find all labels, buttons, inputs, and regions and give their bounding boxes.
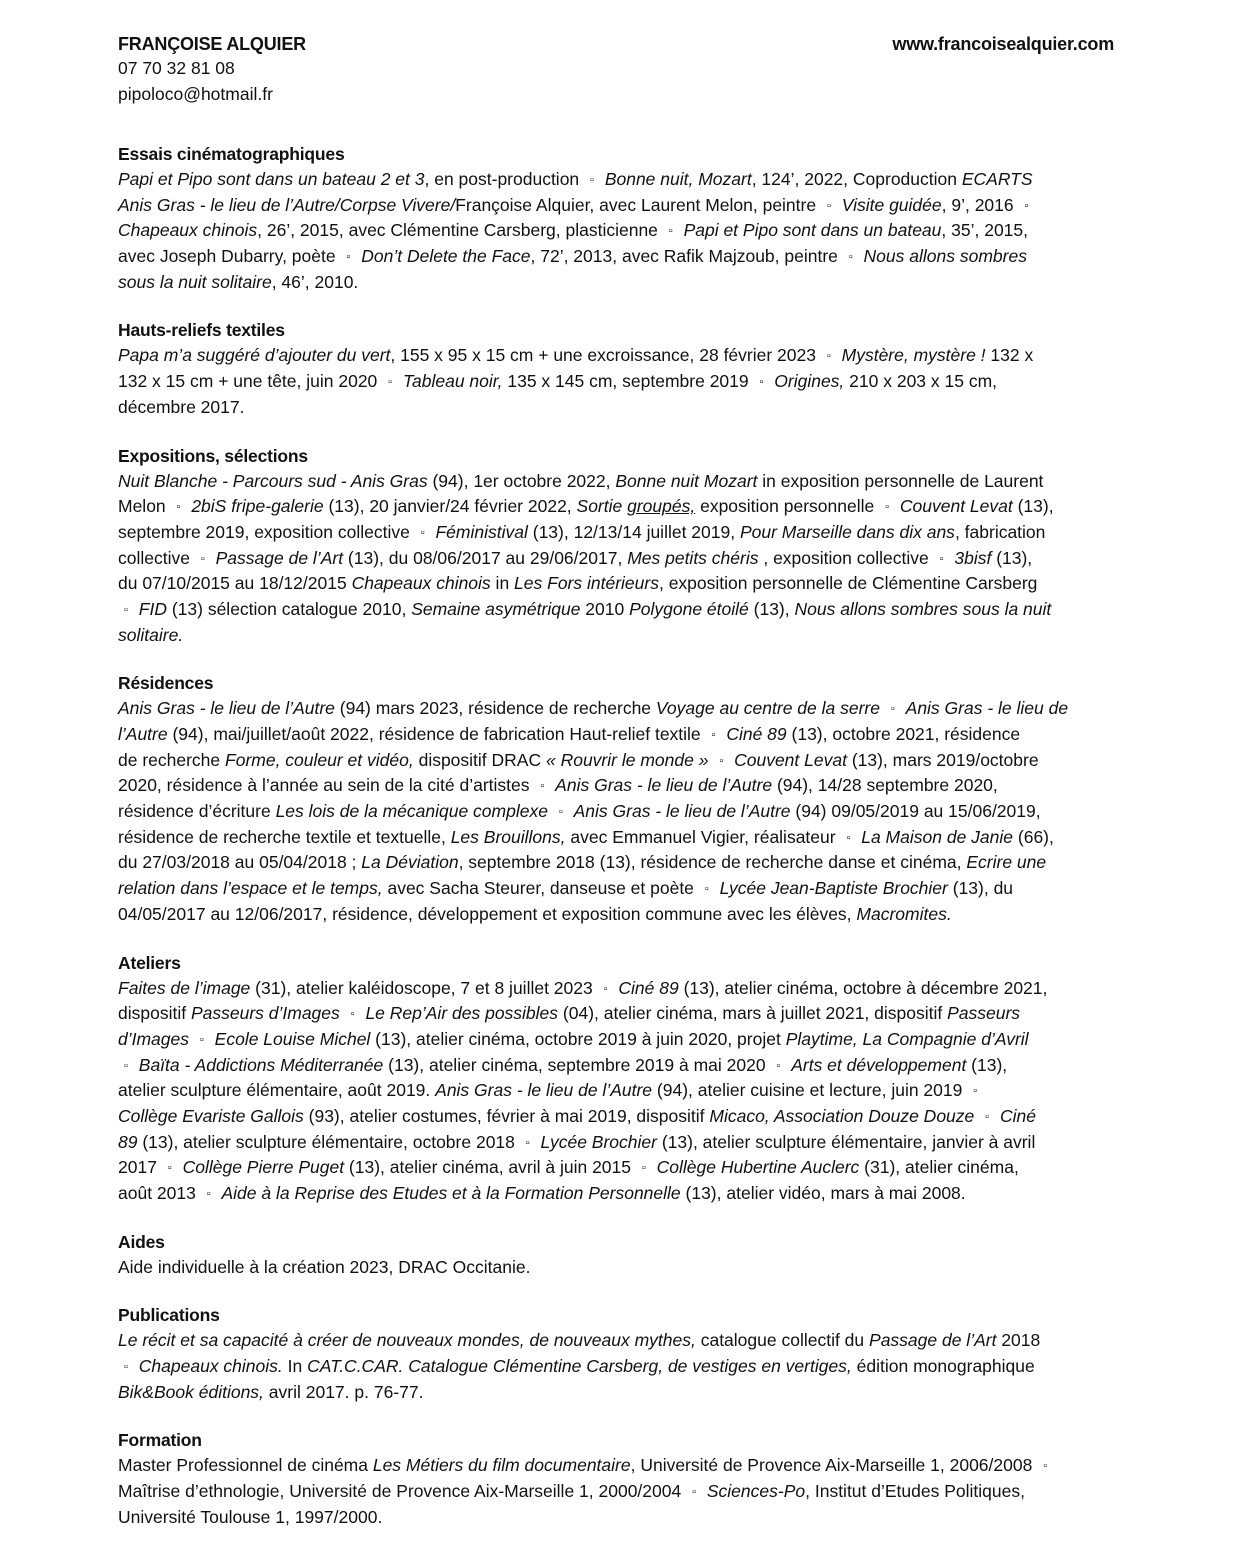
italic-text: Origines,: [774, 371, 845, 392]
text-line: [118, 167, 1108, 193]
text: , exposition collective: [758, 547, 934, 568]
text: (13), atelier sculpture élémentaire, octobre 2018: [137, 1131, 520, 1152]
bullet-square-icon: ▫: [590, 174, 594, 186]
email-address[interactable]: pipoloco@hotmail.fr: [118, 83, 273, 104]
text: 2010: [580, 598, 630, 619]
italic-text: Chapeaux chinois.: [138, 1356, 283, 1377]
text: (13), 20 janvier/24 février 2022,: [323, 496, 577, 517]
text-line: [118, 369, 1108, 395]
section-essais-cinématographiques: [118, 141, 1108, 295]
italic-text: Les Brouillons,: [450, 826, 566, 847]
bullet-square-icon: ▫: [200, 552, 205, 565]
section-résidences: [118, 670, 1108, 927]
cv-page: [118, 30, 1114, 1531]
text: (13), atelier vidéo, mars à mai 2008.: [680, 1183, 966, 1203]
text: 135 x 145 cm, septembre 2019: [502, 371, 754, 392]
text-line: [118, 1078, 1108, 1104]
italic-text: 2biS fripe-galerie: [191, 496, 324, 517]
italic-text: Papa m’a suggéré d’ajouter du vert: [118, 345, 391, 366]
bullet-square-icon: ▫: [939, 552, 944, 565]
italic-text: Bik&Book éditions,: [118, 1381, 264, 1402]
text: (13), atelier cinéma, octobre 2019 à juin 2020, projet: [370, 1028, 786, 1049]
italic-text: Anis Gras - le lieu de l’Autre: [435, 1080, 653, 1101]
italic-text: Féministival: [435, 521, 528, 542]
text-line: [118, 902, 1108, 928]
italic-text: ECARTS: [961, 169, 1033, 189]
text: 2018: [996, 1330, 1041, 1351]
text: (94), 1er octobre 2022,: [427, 470, 616, 491]
text: [189, 1029, 194, 1049]
section-title: Ateliers: [118, 952, 181, 973]
text: Maîtrise d’ethnologie, Université de Provence Aix-Marseille 1, 2000/2004: [118, 1481, 687, 1502]
italic-text: Sciences-Po: [706, 1481, 806, 1502]
bullet-square-icon: ▫: [124, 1361, 128, 1374]
italic-text: Nous allons sombres sous la nuit: [794, 598, 1052, 619]
section-title: Essais cinématographiques: [118, 144, 345, 164]
text-line: [118, 494, 1108, 520]
italic-text: Les Fors intérieurs: [514, 573, 659, 594]
text-line: [118, 1053, 1108, 1079]
italic-text: Passeurs d’Images: [190, 1003, 340, 1024]
text: Françoise Alquier, avec Laurent Melon, peintre: [455, 194, 821, 215]
italic-text: Visite guidée: [841, 194, 942, 215]
section-title: Formation: [118, 1430, 202, 1451]
italic-text: Semaine asymétrique: [411, 598, 581, 619]
italic-text: Sortie groupés,: [576, 496, 696, 517]
text-line: [118, 876, 1108, 902]
text: septembre 2019, exposition collective: [118, 521, 415, 542]
bullet-square-icon: ▫: [176, 501, 181, 514]
section-title: Résidences: [118, 673, 214, 694]
italic-text: « Rouvrir le monde »: [545, 749, 709, 770]
italic-text: l’Autre: [118, 724, 168, 744]
text-line: [118, 395, 1108, 421]
text: résidence d’écriture: [118, 801, 276, 822]
text-line: [118, 1479, 1108, 1505]
text: 04/05/2017 au 12/06/2017, résidence, développement et exposition commune avec les élèves,: [118, 903, 857, 924]
text: (13), octobre 2021, résidence: [786, 724, 1021, 744]
text-line: [118, 1155, 1108, 1181]
text: du 27/03/2018 au 05/04/2018 ;: [118, 852, 362, 873]
italic-text: Anis Gras - le lieu de l’Autre/Corpse Vivere/: [118, 194, 456, 215]
text-line: [118, 520, 1108, 546]
text: 210 x 203 x 15 cm,: [844, 371, 998, 392]
text: (13), atelier cinéma, septembre 2019 à mai 2020: [383, 1054, 771, 1075]
text: (94) mars 2023, résidence de recherche: [334, 698, 656, 719]
bullet-square-icon: ▫: [199, 1033, 204, 1046]
phone-number: 07 70 32 81 08: [118, 58, 235, 78]
header-row: [118, 30, 1114, 56]
italic-text: La Déviation: [361, 852, 459, 873]
bullet-square-icon: ▫: [826, 350, 831, 363]
bullet-square-icon: ▫: [388, 376, 393, 389]
bullet-square-icon: ▫: [890, 703, 895, 716]
website-link[interactable]: www.francoisealquier.com: [892, 34, 1114, 54]
text: [708, 750, 713, 770]
text-line: [118, 1328, 1108, 1354]
text: 2020, résidence à l’année au sein de la cité d’artistes: [118, 775, 535, 796]
text: dispositif: [118, 1003, 191, 1024]
bullet-square-icon: ▫: [973, 1085, 978, 1098]
text: , Université de Provence Aix-Marseille 1, 2006/2008: [630, 1455, 1038, 1476]
text: [548, 801, 553, 821]
text: Melon: [118, 496, 171, 517]
bullet-square-icon: ▫: [641, 1162, 646, 1175]
text: (04), atelier cinéma, mars à juillet 2021, dispositif: [558, 1003, 948, 1024]
text: (94), mai/juillet/août 2022, résidence de fabrication Haut-relief textile: [167, 724, 706, 744]
text-line: [118, 1380, 1108, 1406]
section-title: Aides: [118, 1231, 165, 1252]
italic-text: Lycée Jean-Baptiste Brochier: [719, 878, 948, 899]
text: édition monographique: [851, 1356, 1035, 1377]
italic-text: Papi et Pipo sont dans un bateau 2 et 3: [118, 169, 425, 189]
text: , septembre 2018 (13), résidence de recherche danse et cinéma,: [458, 852, 967, 873]
italic-text: Ecole Louise Michel: [214, 1028, 371, 1049]
bullet-square-icon: ▫: [719, 754, 724, 767]
italic-text: Nuit Blanche - Parcours sud - Anis Gras: [118, 470, 428, 491]
text: catalogue collectif du: [695, 1330, 870, 1351]
sections: [118, 141, 1108, 1531]
italic-text: Tableau noir,: [402, 371, 503, 392]
italic-text: Couvent Levat: [734, 749, 847, 770]
underlined-text: groupés,: [627, 496, 696, 517]
italic-text: Le Rep’Air des possibles: [365, 1003, 559, 1024]
text-line: [118, 546, 1108, 572]
text: [880, 698, 885, 718]
italic-text: Collège Evariste Gallois: [118, 1105, 304, 1126]
text-line: [118, 1354, 1108, 1380]
text: (31), atelier kaléidoscope, 7 et 8 juillet 2023: [250, 977, 598, 998]
text: 132 x: [985, 345, 1034, 366]
text: (94), atelier cuisine et lecture, juin 2019: [652, 1080, 968, 1101]
text-line: [118, 722, 1108, 748]
italic-text: Micaco, Association Douze Douze: [709, 1105, 975, 1126]
text-line: [118, 597, 1108, 623]
text-line: [118, 1255, 1108, 1281]
text: , 124’, 2022, Coproduction: [751, 169, 962, 189]
text-line: [118, 218, 1108, 244]
text-line: [118, 976, 1108, 1002]
text: (13), 12/13/14 juillet 2019,: [527, 521, 740, 542]
italic-text: FID: [138, 598, 167, 619]
italic-text: Anis Gras - le lieu de: [905, 698, 1069, 719]
bullet-square-icon: ▫: [1024, 199, 1029, 212]
text-line: [118, 773, 1108, 799]
text: , 155 x 95 x 15 cm + une excroissance, 28 février 2023: [390, 345, 821, 366]
text: (13),: [966, 1054, 1008, 1075]
author-name: FRANÇOISE ALQUIER: [118, 34, 306, 54]
text: décembre 2017.: [118, 396, 245, 417]
italic-text: Couvent Levat: [899, 496, 1013, 517]
italic-text: Chapeaux chinois: [118, 220, 258, 241]
text-line: [118, 1453, 1108, 1479]
italic-text: Ciné 89: [726, 724, 787, 744]
section-title: Expositions, sélections: [118, 445, 308, 466]
italic-text: Chapeaux chinois: [351, 573, 491, 594]
bullet-square-icon: ▫: [759, 376, 764, 389]
italic-text: Arts et développement: [791, 1054, 967, 1075]
section-publications: [118, 1302, 1108, 1405]
text-line: [118, 343, 1108, 369]
bullet-square-icon: ▫: [206, 1188, 211, 1200]
text: in: [490, 573, 515, 594]
bullet-square-icon: ▫: [603, 982, 608, 995]
italic-text: Ciné: [999, 1105, 1036, 1126]
bullet-square-icon: ▫: [711, 729, 716, 741]
italic-text: Passage de l’Art: [215, 547, 344, 568]
section-aides: [118, 1229, 1108, 1281]
text: avec Joseph Dubarry, poète: [118, 246, 341, 267]
bullet-square-icon: ▫: [525, 1136, 530, 1149]
text: (13), atelier cinéma, octobre à décembre 2021,: [678, 977, 1048, 998]
section-title: Publications: [118, 1305, 220, 1326]
bullet-square-icon: ▫: [885, 501, 889, 514]
italic-text: Anis Gras - le lieu de l’Autre: [573, 801, 791, 822]
bullet-square-icon: ▫: [848, 251, 853, 264]
bullet-square-icon: ▫: [346, 251, 351, 264]
text: (13),: [1012, 496, 1054, 517]
text: [974, 1106, 979, 1126]
text: Université Toulouse 1, 1997/2000.: [118, 1506, 383, 1527]
text-line: [118, 850, 1108, 876]
italic-text: Don’t Delete the Face: [361, 246, 531, 267]
text-line: [118, 748, 1108, 774]
italic-text: Voyage au centre de la serre: [655, 698, 880, 719]
bullet-square-icon: ▫: [692, 1486, 696, 1499]
text: (13),: [748, 598, 795, 619]
italic-text: Pour Marseille dans dix ans: [739, 521, 955, 542]
bullet-square-icon: ▫: [668, 225, 673, 238]
text: (13), atelier sculpture élémentaire, janvier à avril: [656, 1131, 1036, 1152]
italic-text: Ecrire une: [966, 852, 1047, 873]
bullet-square-icon: ▫: [420, 526, 425, 539]
text-line: [118, 270, 1108, 296]
text-line: [118, 799, 1108, 825]
italic-text: Passeurs: [947, 1003, 1021, 1024]
text: de recherche: [118, 749, 226, 770]
italic-text: relation dans l’espace et le temps,: [118, 878, 383, 899]
text: exposition personnelle: [695, 496, 880, 517]
text-line: [118, 193, 1108, 219]
text-line: [118, 1505, 1108, 1531]
italic-text: Bonne nuit Mozart: [615, 470, 758, 491]
text: (13), atelier cinéma, avril à juin 2015: [344, 1157, 636, 1178]
bullet-square-icon: ▫: [124, 1059, 128, 1072]
section-formation: [118, 1427, 1108, 1530]
italic-text: Baïta - Addictions Méditerranée: [138, 1054, 384, 1075]
bullet-square-icon: ▫: [704, 883, 709, 896]
italic-text: Mes petits chéris: [627, 547, 759, 568]
section-title: Hauts-reliefs textiles: [118, 320, 285, 341]
text: , en post-production: [424, 169, 585, 189]
text-line: [118, 1027, 1108, 1053]
italic-text: Lycée Brochier: [540, 1131, 657, 1152]
text: (13), du 08/06/2017 au 29/06/2017,: [343, 547, 628, 568]
text: (13),: [991, 547, 1033, 568]
text: , 26’, 2015, avec Clémentine Carsberg, plasticienne: [257, 220, 663, 241]
text: in exposition personnelle de Laurent: [757, 470, 1044, 491]
bullet-square-icon: ▫: [846, 831, 851, 844]
text: avec Sacha Steurer, danseuse et poète: [382, 878, 699, 899]
text: , 46’, 2010.: [271, 271, 359, 292]
text-line: [118, 696, 1108, 722]
text: (13), mars 2019/octobre: [846, 749, 1039, 770]
text: (94), 14/28 septembre 2020,: [772, 775, 998, 796]
italic-text: CAT.C.CAR. Catalogue Clémentine Carsberg, de vestiges en vertiges,: [307, 1356, 852, 1377]
text: atelier sculpture élémentaire, août 2019.: [118, 1080, 436, 1101]
italic-text: d’Images: [118, 1028, 190, 1049]
italic-text: 89: [118, 1131, 138, 1152]
text: 132 x 15 cm + une tête, juin 2020: [118, 371, 383, 392]
italic-text: Aide à la Reprise des Etudes et à la Formation Personnelle: [221, 1183, 681, 1203]
italic-text: Le récit et sa capacité à créer de nouveaux mondes, de nouveaux mythes,: [118, 1330, 696, 1351]
text-line: [118, 825, 1108, 851]
italic-text: Nous allons sombres: [863, 246, 1027, 267]
text: In: [282, 1356, 308, 1377]
italic-text: Les Métiers du film documentaire: [372, 1455, 631, 1476]
bullet-square-icon: ▫: [540, 780, 545, 793]
text: (13), du: [947, 878, 1014, 899]
text: Aide individuelle à la création 2023, DRAC Occitanie.: [118, 1256, 531, 1277]
italic-text: Anis Gras - le lieu de l’Autre: [118, 698, 335, 719]
text: , fabrication: [954, 521, 1046, 542]
text: , 9’, 2016: [941, 194, 1019, 215]
italic-text: Faites de l’image: [118, 977, 251, 998]
text: dispositif DRAC: [413, 749, 546, 770]
text-line: [118, 1104, 1108, 1130]
italic-text: Papi et Pipo sont dans un bateau: [683, 220, 942, 241]
bullet-square-icon: ▫: [776, 1059, 781, 1072]
italic-text: La Maison de Janie: [861, 826, 1014, 847]
text: (13) sélection catalogue 2010,: [166, 598, 412, 619]
italic-text: Mystère, mystère !: [841, 345, 986, 366]
text-line: [118, 1001, 1108, 1027]
text: avril 2017. p. 76-77.: [263, 1381, 424, 1402]
text-line: [118, 1130, 1108, 1156]
bullet-square-icon: ▫: [558, 806, 563, 819]
bullet-square-icon: ▫: [350, 1008, 355, 1021]
text: du 07/10/2015 au 18/12/2015: [118, 573, 352, 594]
text: collective: [118, 547, 195, 568]
italic-text: Les lois de la mécanique complexe: [275, 801, 548, 822]
text-line: [118, 623, 1108, 649]
italic-text: Ciné 89: [618, 977, 679, 998]
italic-text: Bonne nuit, Mozart: [604, 169, 752, 189]
text: août 2013: [118, 1183, 201, 1203]
text-line: [118, 244, 1108, 270]
text: Master Professionnel de cinéma: [118, 1455, 373, 1476]
text-line: [118, 1181, 1108, 1207]
bullet-square-icon: ▫: [1043, 1460, 1048, 1473]
italic-text: solitaire.: [118, 624, 184, 645]
italic-text: sous la nuit solitaire: [118, 271, 272, 292]
text: 2017: [118, 1157, 162, 1178]
section-ateliers: [118, 950, 1108, 1207]
italic-text: Playtime, La Compagnie d’Avril: [785, 1028, 1029, 1049]
italic-text: Polygone étoilé: [629, 598, 749, 619]
bullet-square-icon: ▫: [167, 1162, 172, 1175]
bullet-square-icon: ▫: [124, 603, 128, 616]
text: , 35’, 2015,: [941, 220, 1029, 241]
italic-text: Forme, couleur et vidéo,: [225, 749, 414, 770]
bullet-square-icon: ▫: [985, 1110, 990, 1123]
section-expositions-sélections: [118, 443, 1108, 649]
italic-text: Passage de l’Art: [869, 1330, 997, 1351]
text: (94) 09/05/2019 au 15/06/2019,: [790, 801, 1041, 822]
italic-text: Macromites.: [856, 903, 952, 924]
text: , Institut d’Etudes Politiques,: [805, 1481, 1025, 1502]
italic-text: Anis Gras - le lieu de l’Autre: [555, 775, 773, 796]
text: résidence de recherche textile et textuelle,: [118, 826, 451, 847]
text: (93), atelier costumes, février à mai 2019, dispositif: [303, 1105, 710, 1126]
text-line: [118, 469, 1108, 495]
text: (31), atelier cinéma,: [859, 1157, 1019, 1178]
text: [340, 1003, 345, 1023]
italic-text: Collège Pierre Puget: [182, 1157, 345, 1178]
text-line: [118, 571, 1108, 597]
text: avec Emmanuel Vigier, réalisateur: [565, 826, 841, 847]
text: , exposition personnelle de Clémentine Carsberg: [658, 573, 1038, 594]
text: , 72’, 2013, avec Rafik Majzoub, peintre: [530, 246, 843, 267]
text: (66),: [1013, 826, 1054, 847]
italic-text: 3bisf: [954, 547, 992, 568]
bullet-square-icon: ▫: [826, 199, 831, 212]
italic-text: Collège Hubertine Auclerc: [656, 1157, 860, 1178]
section-hauts-reliefs-textiles: [118, 317, 1108, 420]
